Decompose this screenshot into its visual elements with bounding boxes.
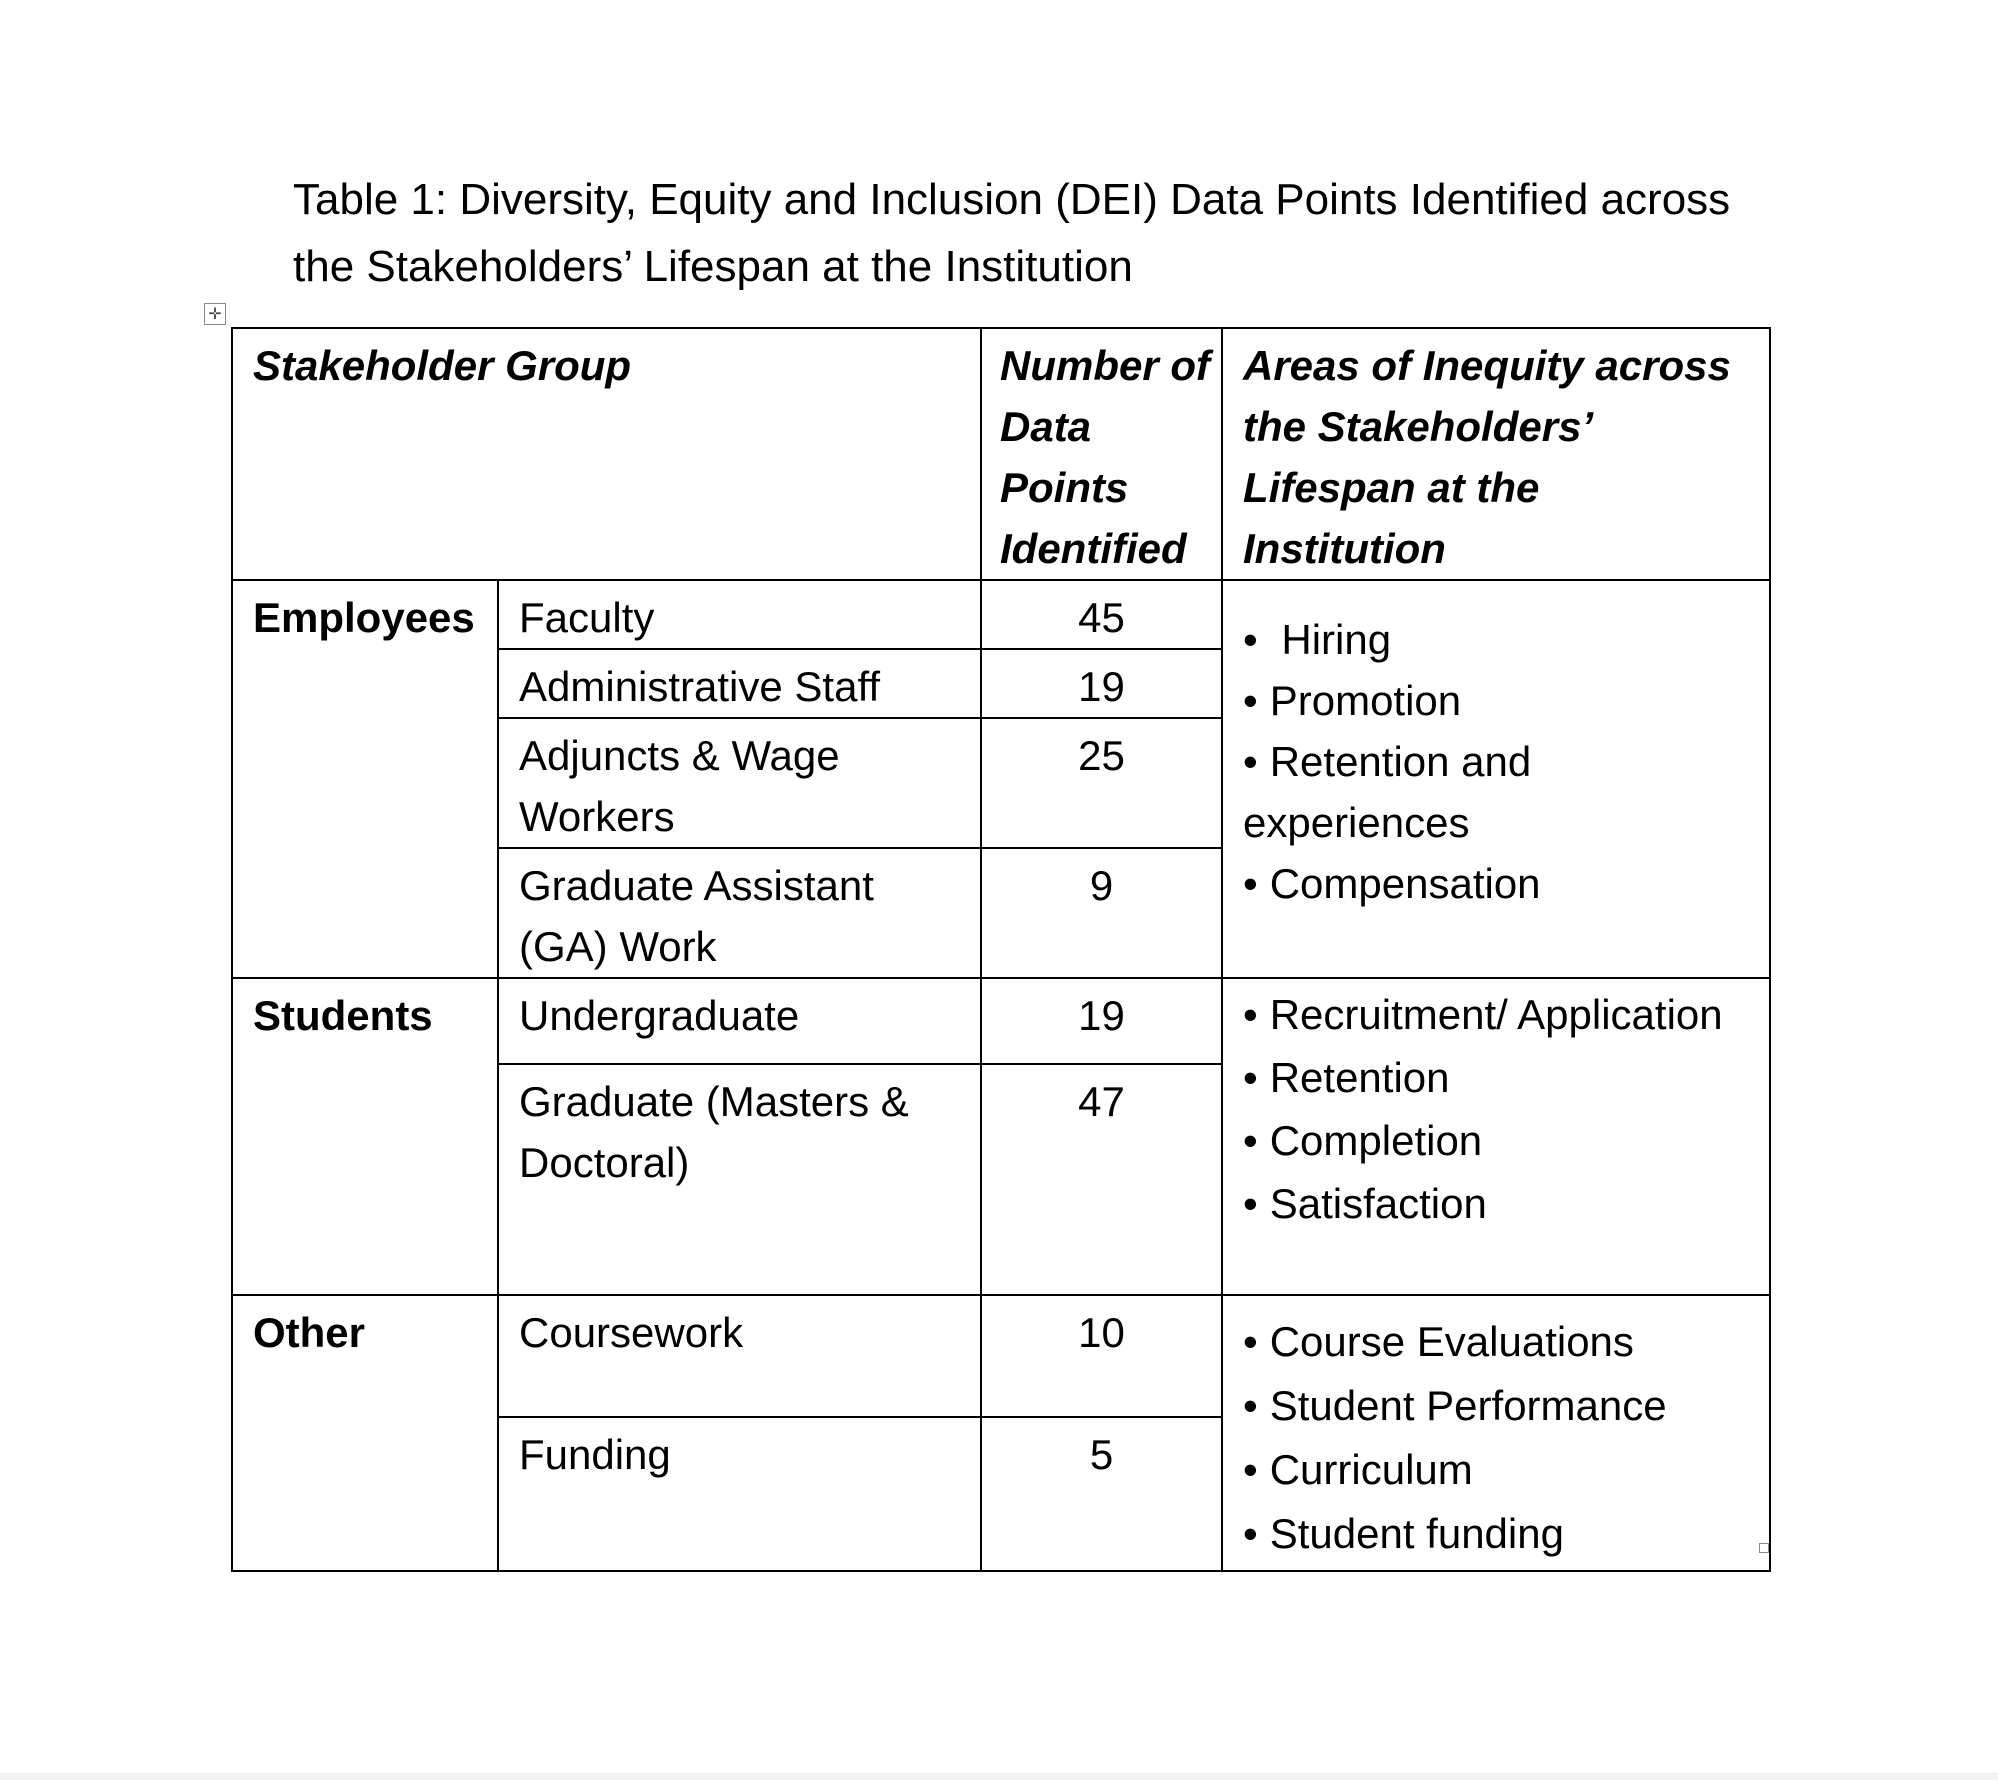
data-point-count: 47 bbox=[981, 1064, 1222, 1295]
bullet-icon: • bbox=[1243, 616, 1270, 663]
table-row bbox=[232, 978, 1770, 1064]
data-point-count: 9 bbox=[981, 848, 1222, 978]
list-item: • Compensation bbox=[1243, 860, 1541, 907]
dei-data-table bbox=[231, 327, 1771, 1572]
subgroup-name: Faculty bbox=[498, 580, 981, 649]
list-item: • Completion bbox=[1243, 1117, 1483, 1164]
subgroup-name: Coursework bbox=[498, 1295, 981, 1417]
subgroup-name: Undergraduate bbox=[498, 978, 981, 1064]
bullet-icon: • bbox=[1243, 1054, 1258, 1101]
list-item: • Satisfaction bbox=[1243, 1180, 1487, 1227]
list-item: • Student Performance bbox=[1243, 1382, 1667, 1429]
data-point-count: 45 bbox=[981, 580, 1222, 649]
list-item: • Retention bbox=[1243, 1054, 1450, 1101]
data-point-count: 25 bbox=[981, 718, 1222, 848]
areas-students bbox=[1222, 978, 1770, 1295]
group-employees: Employees bbox=[232, 580, 498, 978]
page-bottom-edge bbox=[0, 1773, 1998, 1780]
bullet-icon: • bbox=[1243, 1446, 1258, 1493]
data-point-count: 5 bbox=[981, 1417, 1222, 1571]
subgroup-name: Graduate (Masters & Doctoral) bbox=[498, 1064, 981, 1295]
bullet-icon: • bbox=[1243, 677, 1258, 724]
list-item: • Promotion bbox=[1243, 677, 1462, 724]
header-areas-of-inequity: Areas of Inequity across the Stakeholders’ Lifespan at the Institution bbox=[1222, 328, 1770, 580]
table-resize-handle-icon[interactable] bbox=[1759, 1543, 1769, 1553]
subgroup-name: Adjuncts & Wage Workers bbox=[498, 718, 981, 848]
bullet-icon: • bbox=[1243, 1382, 1258, 1429]
table-move-handle-icon[interactable]: ✛ bbox=[204, 303, 226, 325]
list-item: • Hiring bbox=[1243, 616, 1392, 663]
bullet-icon: • bbox=[1243, 1510, 1258, 1557]
header-data-points: Number of Data Points Identified bbox=[981, 328, 1222, 580]
areas-other bbox=[1222, 1295, 1770, 1571]
group-students: Students bbox=[232, 978, 498, 1295]
subgroup-name: Funding bbox=[498, 1417, 981, 1571]
group-other: Other bbox=[232, 1295, 498, 1571]
list-item: • Student funding bbox=[1243, 1510, 1564, 1557]
table-caption: Table 1: Diversity, Equity and Inclusion (DEI) Data Points Identified across the Stakeholders’ Lifespan at the Institution bbox=[293, 175, 1731, 291]
bullet-icon: • bbox=[1243, 860, 1258, 907]
areas-employees bbox=[1222, 580, 1770, 978]
bullet-icon: • bbox=[1243, 991, 1258, 1038]
data-point-count: 19 bbox=[981, 649, 1222, 718]
table-header-row bbox=[232, 328, 1770, 580]
bullet-icon: • bbox=[1243, 738, 1258, 785]
subgroup-name: Graduate Assistant (GA) Work bbox=[498, 848, 981, 978]
bullet-icon: • bbox=[1243, 1318, 1258, 1365]
data-point-count: 19 bbox=[981, 978, 1222, 1064]
header-stakeholder-group: Stakeholder Group bbox=[232, 328, 981, 580]
table-row bbox=[232, 1295, 1770, 1417]
subgroup-name: Administrative Staff bbox=[498, 649, 981, 718]
bullet-icon: • bbox=[1243, 1117, 1258, 1164]
list-item: • Curriculum bbox=[1243, 1446, 1473, 1493]
list-item: • Course Evaluations bbox=[1243, 1318, 1634, 1365]
list-item: • Recruitment/ Application bbox=[1243, 991, 1723, 1038]
table-row bbox=[232, 580, 1770, 649]
bullet-icon: • bbox=[1243, 1180, 1258, 1227]
list-item: • Retention and experiences bbox=[1243, 738, 1532, 846]
data-point-count: 10 bbox=[981, 1295, 1222, 1417]
